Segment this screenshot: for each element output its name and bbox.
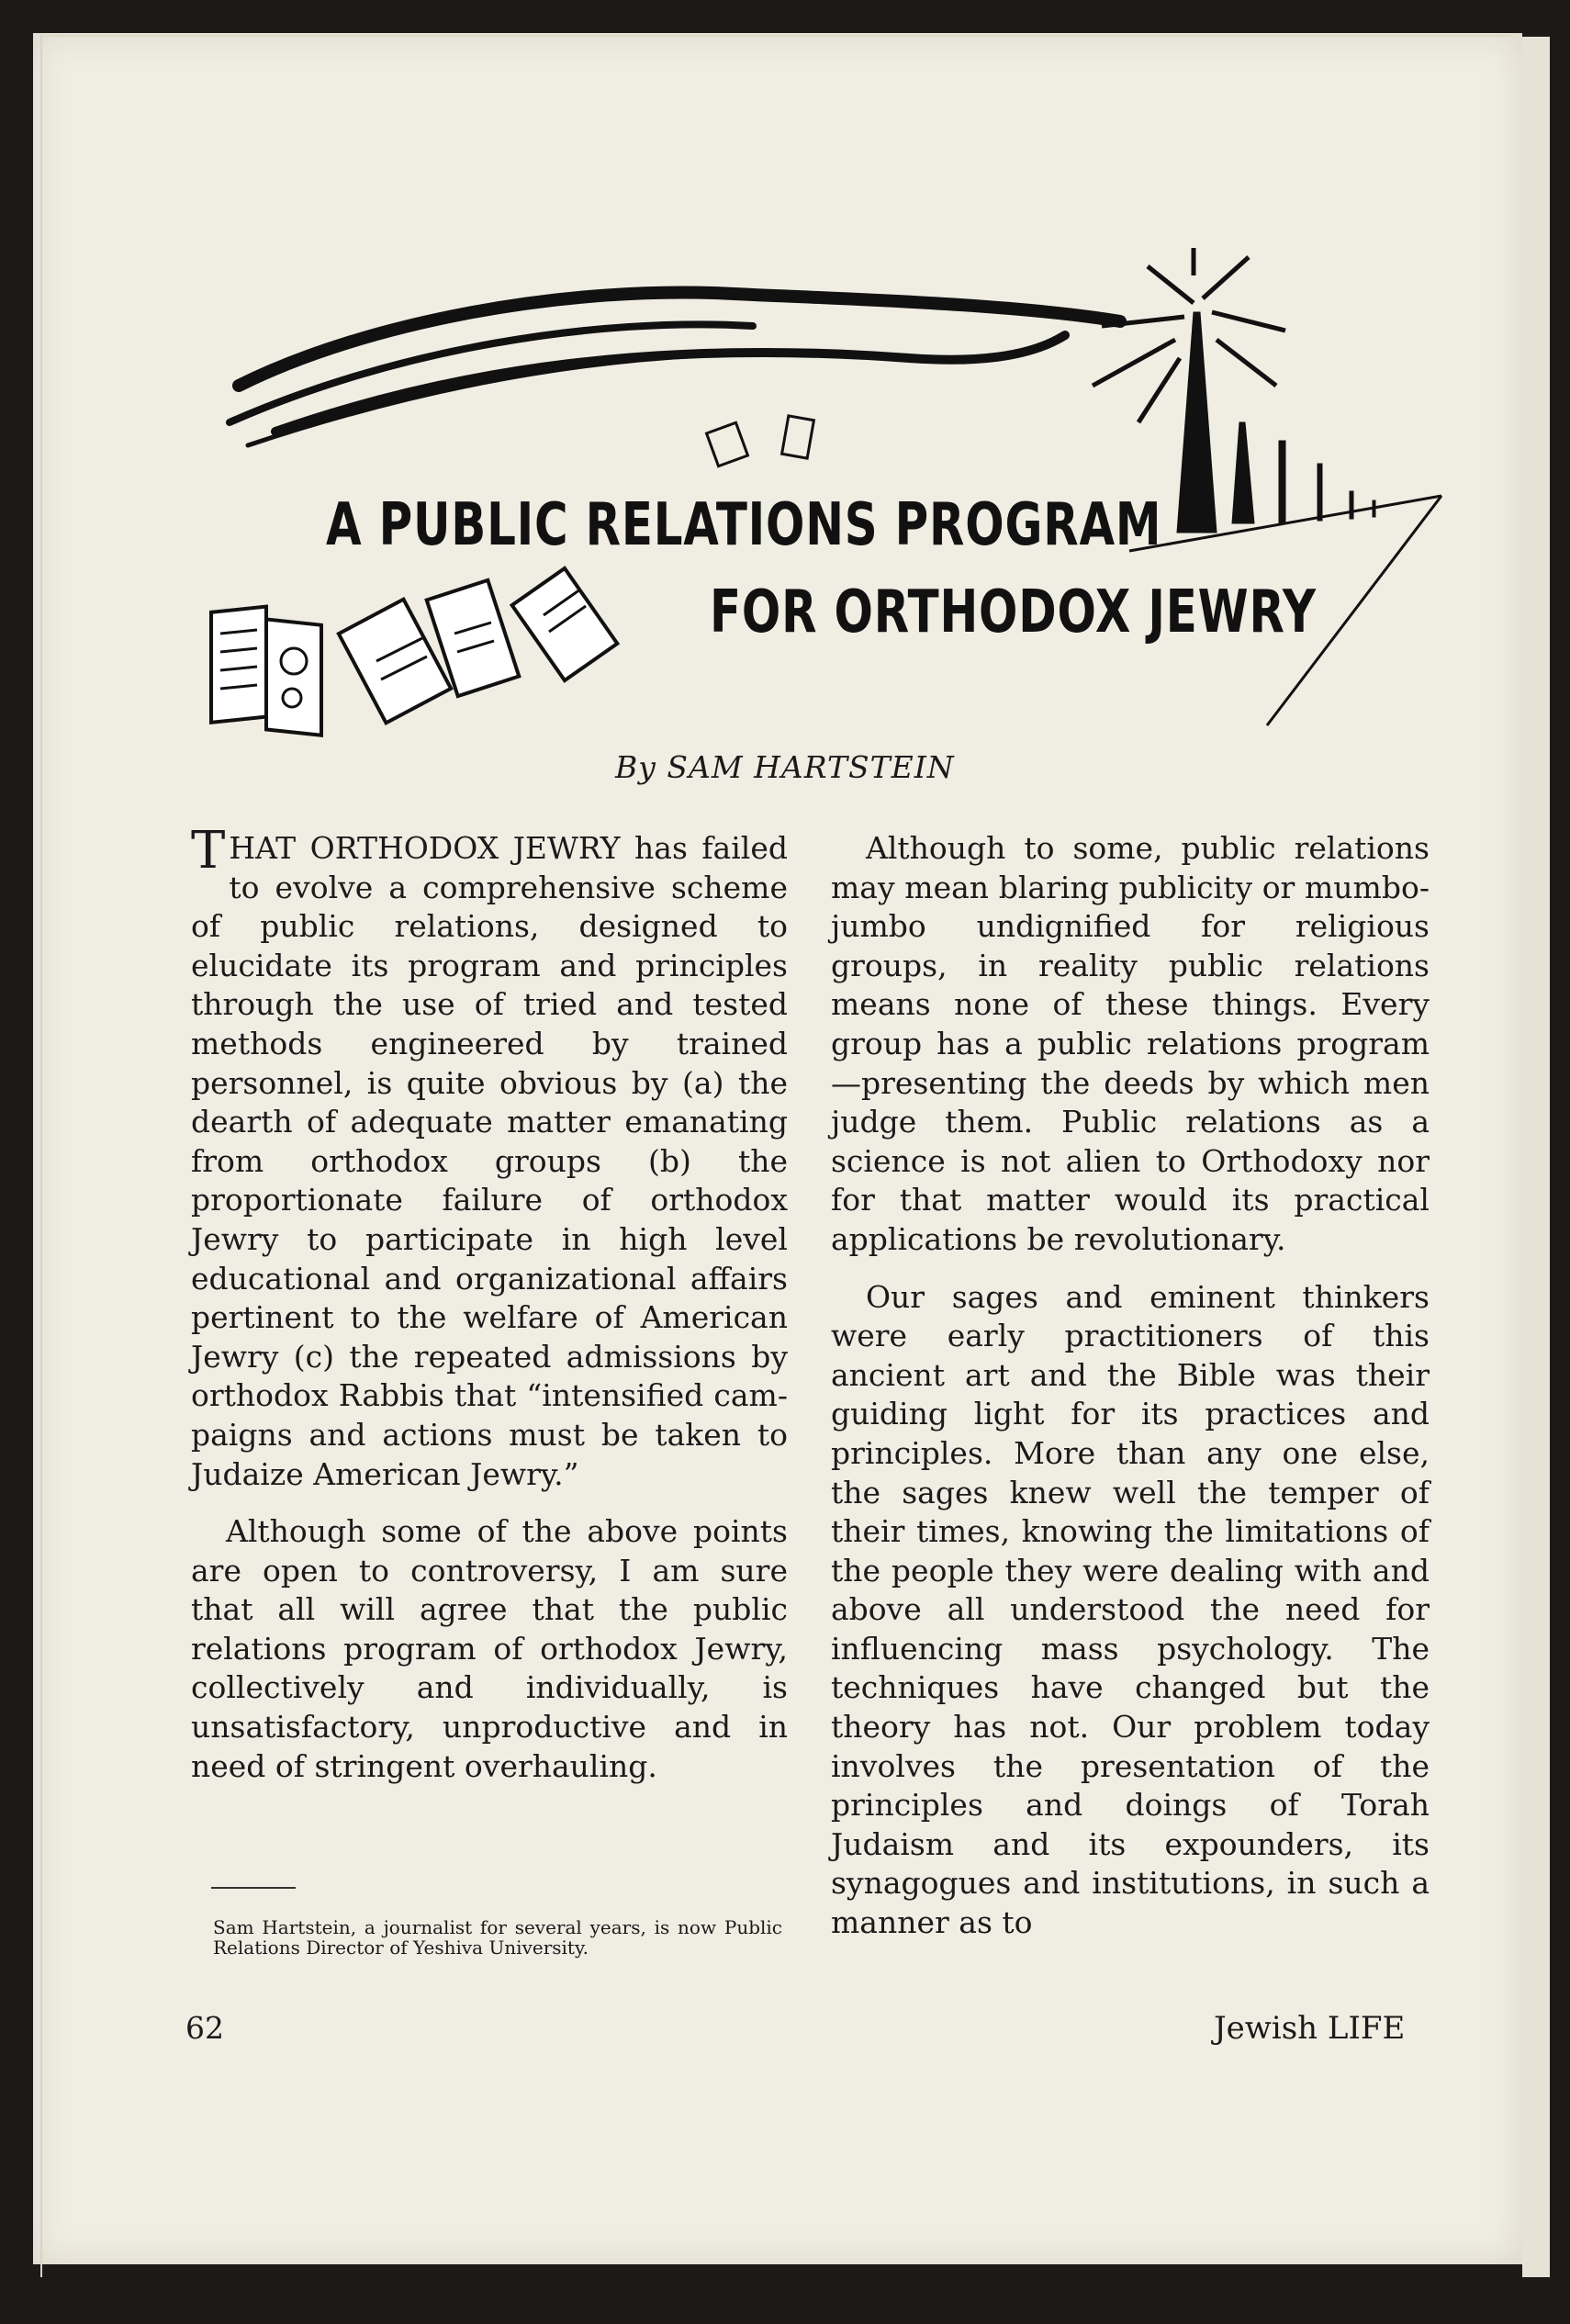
left-paragraph-1-text: HAT ORTHODOX JEWRY has failed to evolve a comprehensive scheme of public relations, designed to elucidate its program and principles through the use of tried and tested methods engineered by trained personnel, is quite obvious by (a) the dearth of adequate matter emanating from orthodox groups (b) the proportionate failure of orthodox Jewry to participate in high level educational and organizational affairs pertinent to the welfare of American Jewry (c) the repeated admissions by orthodox Rabbis that “intensified campaigns and actions must be taken to Judaize American Jewry.” — [191, 830, 788, 1492]
left-column — [191, 821, 788, 1786]
swoosh-lines — [230, 292, 1120, 445]
footnote-rule — [211, 1887, 296, 1889]
adjacent-page-strip — [1522, 37, 1550, 2277]
drop-cap: T — [191, 821, 226, 881]
page-number: 62 — [185, 2010, 224, 2046]
article-title-line-2: FOR ORTHODOX JEWRY — [710, 578, 1317, 646]
radio-tower-icon — [1093, 248, 1441, 725]
right-column — [831, 829, 1430, 1943]
small-newspaper-icons — [707, 416, 814, 466]
publication-name: Jewish LIFE — [1214, 2010, 1406, 2047]
right-paragraph-1: Although to some, public relations may mean blaring publicity or mumbo-jumbo undignified for religious groups, in reality public relations means none of these things. Every group has a public relations program—presenting the deeds by which men judge them. Public relations as a science is not alien to Orthodoxy nor for that matter would its practical applications be revolutionary. — [831, 830, 1430, 1257]
article-title-line-1: A PUBLIC RELATIONS PROGRAM — [326, 491, 1162, 559]
left-paragraph-2: Although some of the above points are open to controversy, I am sure that all will agree that the public relations program of orthodox Jewry, collectively and individually, is unsatisfactory, unproductive and in need of stringent overhauling. — [191, 1513, 788, 1784]
book-left-icon — [211, 607, 321, 735]
author-footnote: Sam Hartstein, a journalist for several years, is now Public Relations Director of Yeshiva University. — [213, 1916, 782, 1959]
byline: By SAM HARTSTEIN — [615, 749, 955, 785]
left-paragraph-1 — [191, 821, 788, 1494]
right-paragraph-2: Our sages and eminent thinkers were early practitioners of this ancient art and the Bible was their guiding light for its practices and principles. More than any one else, the sages knew well the temper of their times, knowing the limitations of the people they were dealing with and above all understood the need for influencing mass psychology. The techniques have changed but the theory has not. Our problem today involves the presentation of the principles and doings of Torah Judaism and its expounders, its synagogues and institutions, in such a manner as to — [831, 1278, 1430, 1941]
magazine-stack-icon — [339, 568, 617, 723]
